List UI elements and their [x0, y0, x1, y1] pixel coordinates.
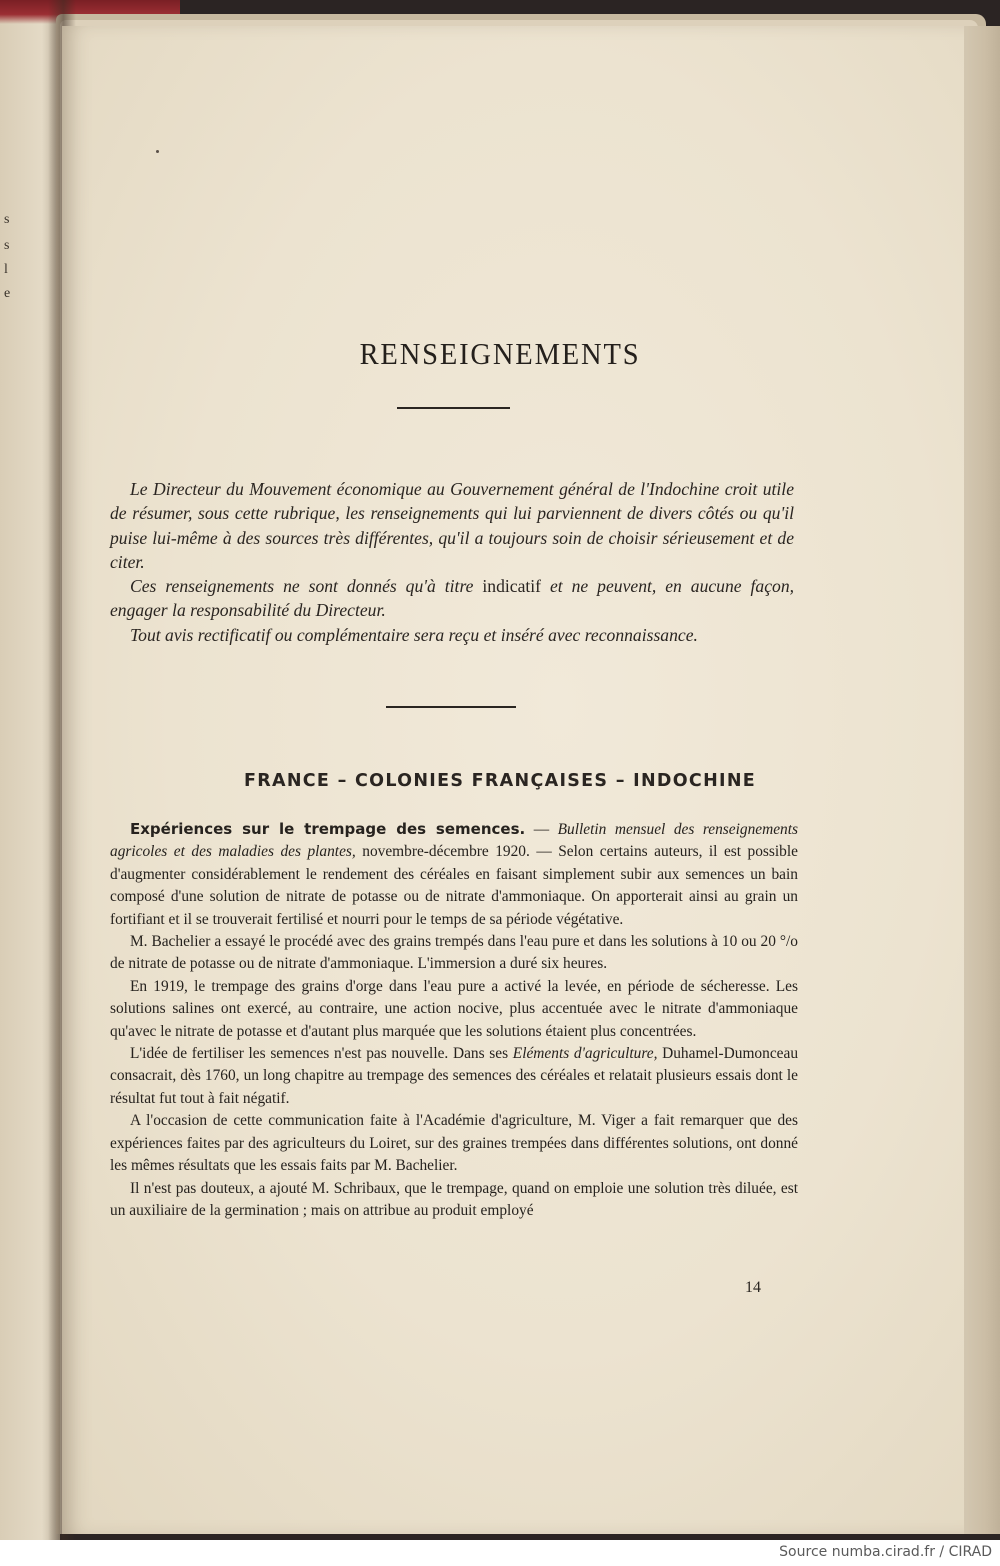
- article-paragraph: [110, 1043, 798, 1110]
- ink-speck: [156, 150, 159, 153]
- article-paragraph: [110, 818, 798, 931]
- article-paragraph: M. Bachelier a essayé le procédé avec des grains trempés dans l'eau pure et dans les solutions à 10 ou 20 °/o de nitrate de potasse ou de nitrate d'ammoniaque. L'immersion a duré six heures.: [110, 933, 798, 973]
- page-title: RENSEIGNEMENTS: [359, 336, 641, 371]
- intro-paragraph: Le Directeur du Mouvement économique au Gouvernement général de l'Indochine croit utile de résumer, sous cette rubrique, les renseignements qui lui parviennent de divers côtés ou qu'il puise lui-même à des sources très différentes, qu'il a toujours soin de choisir sérieusement et de citer.: [110, 479, 794, 572]
- credit-bar: [0, 1540, 1000, 1566]
- article-paragraph: En 1919, le trempage des grains d'orge dans l'eau pure a activé la levée, en période de sécheresse. Les solutions salines ont exercé, au contraire, une action nocive, plus accentuée avec le nitrate d'ammoniaque qu'avec le nitrate de potasse et d'autant plus marquée que les solutions étaient plus concentrées.: [110, 977, 798, 1040]
- title-divider: [397, 407, 510, 409]
- article-text: —: [525, 821, 558, 838]
- section-divider: [386, 706, 516, 708]
- article-text: Duhamel-Dumonceau consacrait, dès 1760, un long chapitre au trempage des semences des céréales et relatait plusieurs essais dont le résultat fut tout à fait négatif.: [110, 1045, 799, 1107]
- article-source: Bulletin mensuel des renseignements agricoles et des maladies des plantes,: [110, 821, 799, 861]
- intro-text: indicatif: [482, 576, 542, 597]
- left-page-fragment: e: [4, 286, 11, 301]
- intro-paragraph: Tout avis rectificatif ou complémentaire sera reçu et inséré avec reconnaissance.: [130, 624, 698, 645]
- intro-notice: [110, 477, 794, 647]
- article-paragraph: A l'occasion de cette communication faite à l'Académie d'agriculture, M. Viger a fait remarquer que des expériences faites par des agriculteurs du Loiret, sur des graines trempées dans différentes solutions, ont donné les mêmes résultats que les essais faits par M. Bachelier.: [110, 1112, 798, 1175]
- article-book-title: Eléments d'agriculture,: [512, 1045, 658, 1063]
- article-text: novembre-décembre 1920. — Selon certains auteurs, il est possible d'augmenter considérablement le rendement des céréales en faisant simplement subir aux semences un bain composé d'une solution de nitrate de potasse ou de nitrate d'ammoniaque. On apporterait ainsi au grain un fortifiant et il se trouverait fertilisé et nourri pour le temps de sa période végétative.: [110, 843, 798, 928]
- intro-text: et ne peuvent, en aucune façon, engager la responsabilité du Directeur.: [110, 576, 795, 621]
- article-lead: Expériences sur le trempage des semences.: [130, 820, 526, 838]
- article-body: [110, 818, 798, 1222]
- source-credit: Source numba.cirad.fr / CIRAD: [779, 1544, 992, 1560]
- left-page-fragment: s: [4, 212, 10, 227]
- article-text: L'idée de fertiliser les semences n'est pas nouvelle. Dans ses: [130, 1045, 513, 1063]
- left-page-fragment: s: [4, 238, 10, 253]
- article-paragraph: Il n'est pas douteux, a ajouté M. Schribaux, que le trempage, quand on emploie une solution très diluée, est un auxiliaire de la germination ; mais on attribue au produit employé: [110, 1179, 798, 1219]
- intro-paragraph: [110, 574, 794, 623]
- section-heading: FRANCE – COLONIES FRANÇAISES – INDOCHINE: [243, 771, 757, 791]
- intro-text: Ces renseignements ne sont donnés qu'à titre: [130, 576, 474, 597]
- page-number: 14: [745, 1279, 761, 1296]
- left-page-fragment: l: [4, 262, 8, 277]
